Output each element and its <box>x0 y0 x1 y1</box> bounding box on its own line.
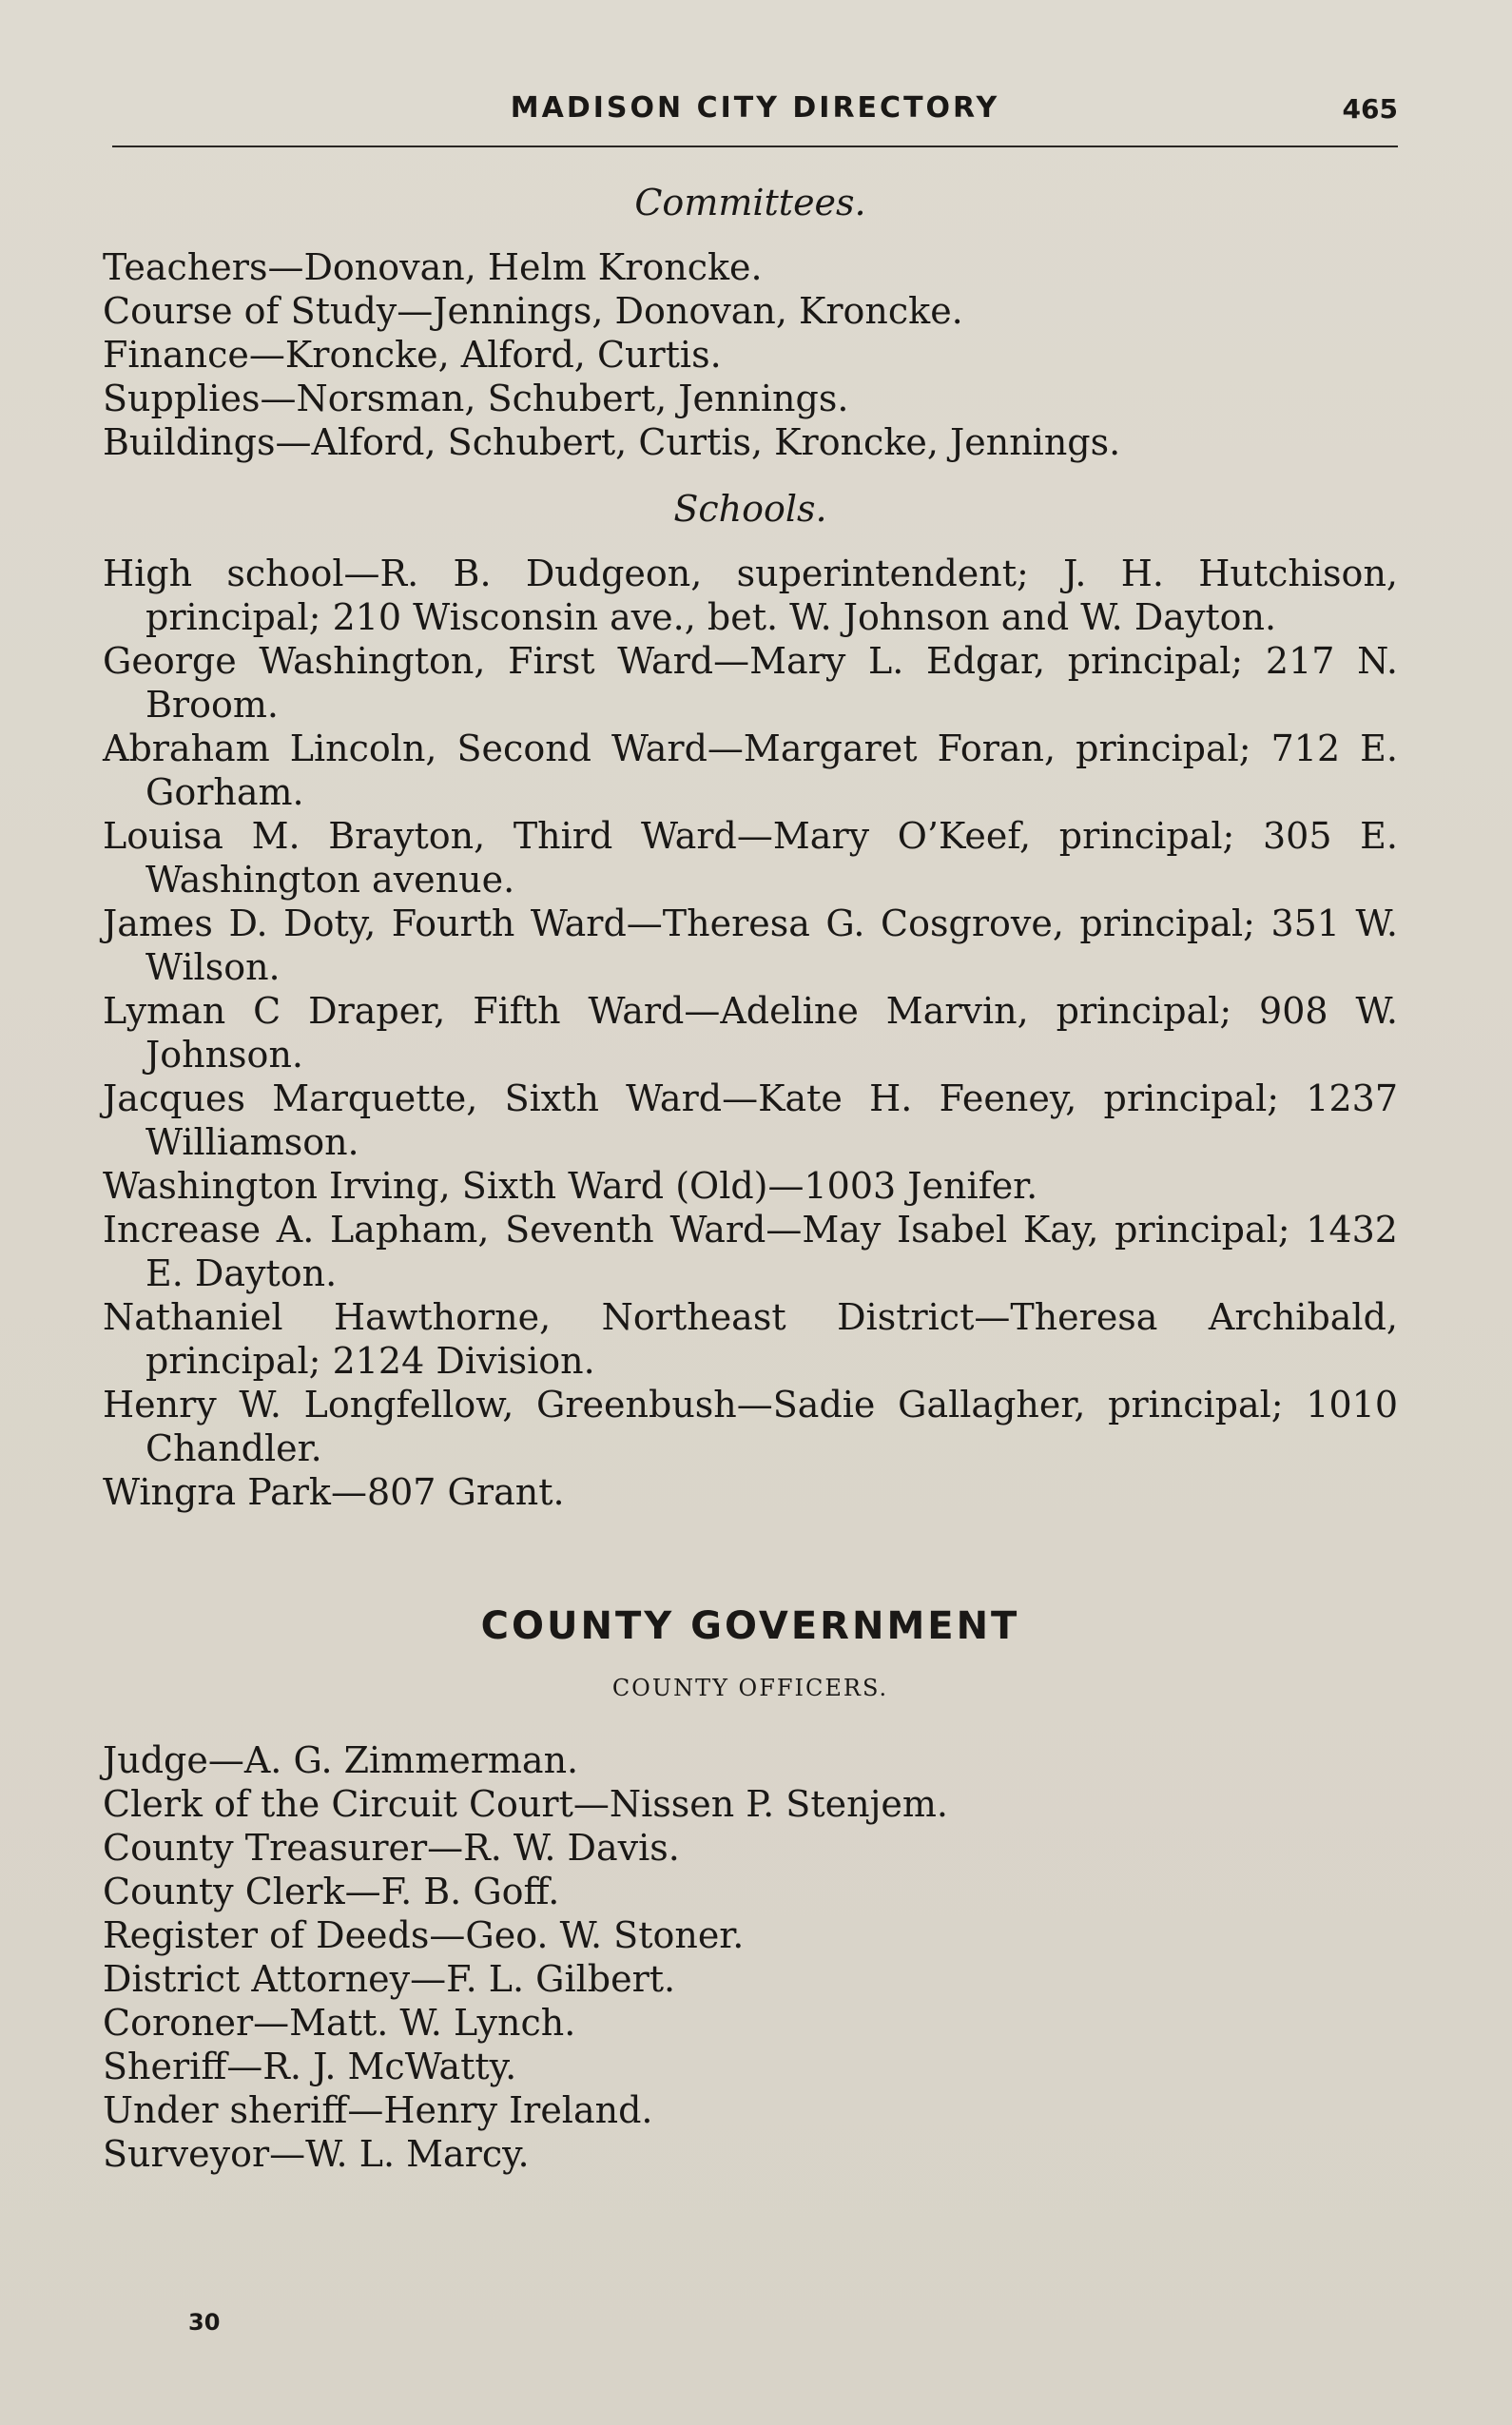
school-entry: George Washington, First Ward—Mary L. Edgar, principal; 217 N. Broom. <box>103 640 1398 726</box>
committees-title: Committees. <box>634 182 866 223</box>
officer-line: Judge—A. G. Zimmerman. <box>103 1739 579 1781</box>
header-rule <box>112 146 1398 147</box>
school-entry: Nathaniel Hawthorne, Northeast District—Theresa Archibald, principal; 2124 Division. <box>103 1296 1398 1382</box>
committee-line: Finance—Kroncke, Alford, Curtis. <box>103 334 722 376</box>
school-entry: Increase A. Lapham, Seventh Ward—May Isabel Kay, principal; 1432 E. Dayton. <box>103 1209 1398 1294</box>
school-entry: Louisa M. Brayton, Third Ward—Mary O’Keef, principal; 305 E. Washington avenue. <box>103 815 1398 901</box>
school-entry: James D. Doty, Fourth Ward—Theresa G. Cosgrove, principal; 351 W. Wilson. <box>103 902 1398 988</box>
officer-line: Clerk of the Circuit Court—Nissen P. Stenjem. <box>103 1783 948 1825</box>
school-entry: High school—R. B. Dudgeon, superintendent; J. H. Hutchison, principal; 210 Wisconsin ave., bet. W. Johnson and W. Dayton. <box>103 553 1398 638</box>
officer-line: County Treasurer—R. W. Davis. <box>103 1827 680 1869</box>
committees-list <box>103 245 1398 464</box>
signature-mark: 30 <box>188 2309 221 2336</box>
committee-line: Teachers—Donovan, Helm Kroncke. <box>103 246 763 288</box>
county-government-heading: COUNTY GOVERNMENT <box>480 1604 1020 1648</box>
county-officers-subheading: COUNTY OFFICERS. <box>611 1675 889 1701</box>
committee-line: Buildings—Alford, Schubert, Curtis, Kroncke, Jennings. <box>103 421 1121 463</box>
school-entry: Wingra Park—807 Grant. <box>103 1471 565 1513</box>
officer-line: Sheriff—R. J. McWatty. <box>103 2046 517 2087</box>
page-number: 465 <box>1342 93 1398 125</box>
school-entry: Lyman C Draper, Fifth Ward—Adeline Marvin, principal; 908 W. Johnson. <box>103 990 1398 1076</box>
running-head <box>112 91 1398 133</box>
officer-line: Under sheriff—Henry Ireland. <box>103 2089 653 2131</box>
county-officers-list <box>103 1738 1398 2176</box>
school-entry: Jacques Marquette, Sixth Ward—Kate H. Feeney, principal; 1237 Williamson. <box>103 1077 1398 1163</box>
running-title: MADISON CITY DIRECTORY <box>510 91 1000 125</box>
committee-line: Supplies—Norsman, Schubert, Jennings. <box>103 378 849 419</box>
school-entry: Abraham Lincoln, Second Ward—Margaret Foran, principal; 712 E. Gorham. <box>103 728 1398 813</box>
school-entry: Henry W. Longfellow, Greenbush—Sadie Gallagher, principal; 1010 Chandler. <box>103 1384 1398 1469</box>
officer-line: County Clerk—F. B. Goff. <box>103 1871 560 1912</box>
officer-line: Coroner—Matt. W. Lynch. <box>103 2002 576 2044</box>
officer-line: Surveyor—W. L. Marcy. <box>103 2133 530 2175</box>
schools-title: Schools. <box>673 488 827 530</box>
school-entry: Washington Irving, Sixth Ward (Old)—1003 Jenifer. <box>103 1165 1038 1207</box>
officer-line: Register of Deeds—Geo. W. Stoner. <box>103 1914 745 1956</box>
committee-line: Course of Study—Jennings, Donovan, Kroncke. <box>103 290 963 332</box>
schools-list <box>103 552 1398 1514</box>
officer-line: District Attorney—F. L. Gilbert. <box>103 1958 676 2000</box>
page-content <box>103 179 1398 2176</box>
